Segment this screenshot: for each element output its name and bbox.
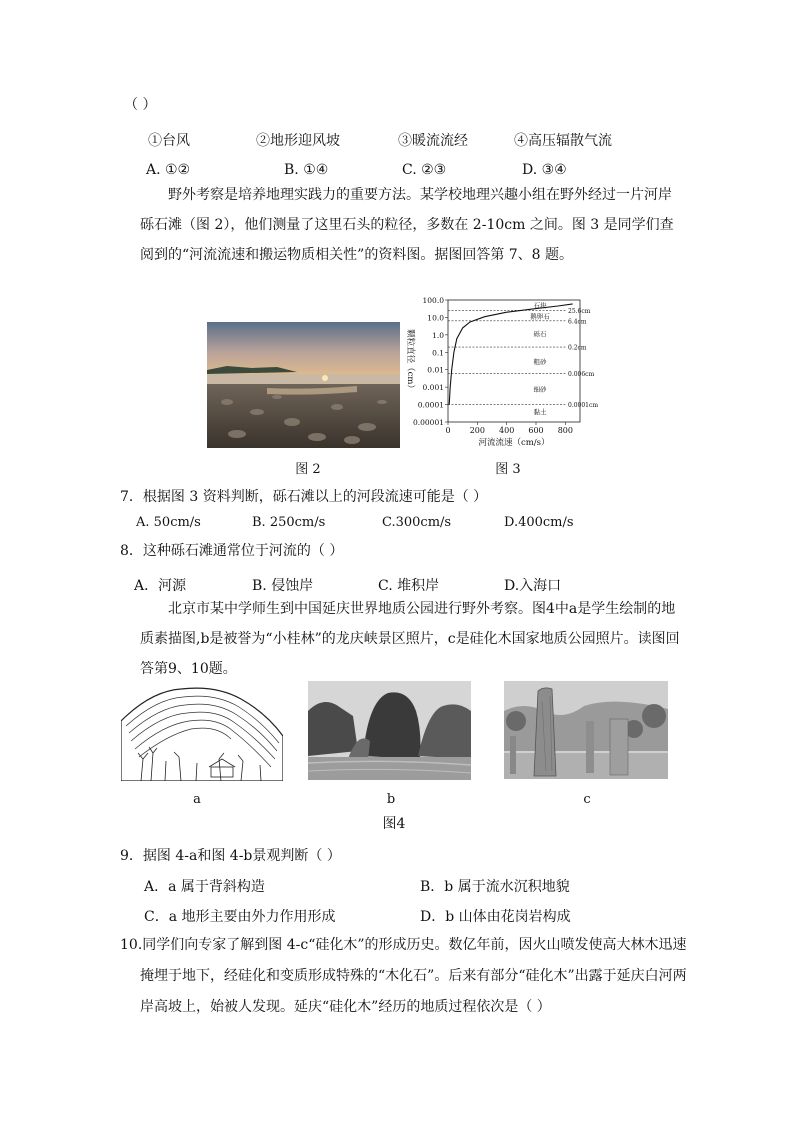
- q8-stem: 8．这种砾石滩通常位于河流的（ ）: [120, 543, 344, 559]
- y-tick-label: 0.0001: [417, 400, 444, 410]
- fig4-label-b: b: [386, 792, 396, 807]
- y-tick-label: 1.0: [432, 330, 444, 340]
- fig4-label-a: a: [193, 792, 201, 807]
- fig4-a-sketch: [121, 681, 283, 781]
- fig3-caption: 图 3: [495, 462, 521, 477]
- q8-choice-b: B. 侵蚀岸: [252, 578, 314, 594]
- intro-7-8: 野外考察是培养地理实践力的重要方法。某学校地理兴趣小组在野外经过一片河岸砾石滩（图 2），他们测量了这里石头的粒径，多数在 2-10cm 之间。图 3 是同学们查阅到的“河流流速和搬运物质相关性”的资料图。据图回答第 7、8 题。: [140, 187, 674, 263]
- threshold-label: 25.6cm: [568, 307, 591, 315]
- q10-stem: 10.同学们向专家了解到图 4-c“硅化木”的形成历史。数亿年前，因火山喷发使高大林木迅速掩埋于地下，经硅化和变质形成特殊的“木化石”。后来有部分“硅化木”出露于延庆白河两岸高坡上，始被人发现。延庆“硅化木”经历的地质过程依次是（ ）: [120, 937, 687, 1015]
- q6-choice-d: D. ③④: [522, 162, 567, 178]
- fig2-caption: 图 2: [295, 462, 321, 477]
- q7-choice-c: C.300cm/s: [382, 515, 452, 530]
- fig2-gravel-beach-photo: [207, 322, 400, 448]
- q8-choice-a: A．河源: [134, 578, 187, 594]
- series-line: [449, 304, 573, 405]
- q9-stem: 9．据图 4-a和图 4-b景观判断（ ）: [120, 848, 341, 864]
- q6-option-4: ④高压辐散气流: [514, 133, 612, 149]
- zone-label: 砾石: [533, 329, 547, 338]
- q7-choice-a: A. 50cm/s: [136, 515, 201, 530]
- intro-9-10: 北京市某中学师生到中国延庆世界地质公园进行野外考察。图4中a是学生绘制的地质素描图,b是被誉为“小桂林”的龙庆峡景区照片，c是硅化木国家地质公园照片。读图回答第9、10题。: [140, 601, 680, 677]
- y-tick-label: 100.0: [422, 296, 444, 305]
- y-tick-label: 0.001: [422, 383, 444, 393]
- zone-label: 鹅卵石: [530, 312, 550, 321]
- fig4-caption: 图4: [382, 816, 406, 832]
- zone-label: 黏土: [533, 408, 547, 417]
- threshold-label: 0.0001cm: [568, 402, 599, 410]
- y-axis-label: 颗粒直径（cm）: [405, 329, 415, 393]
- q6-choice-c: C. ②③: [402, 162, 447, 178]
- q9-choice-b: B．b 属于流水沉积地貌: [420, 879, 570, 895]
- q6-option-2: ②地形迎风坡: [256, 133, 340, 149]
- answer-bracket: （ ）: [124, 97, 157, 113]
- y-tick-label: 0.01: [427, 365, 444, 375]
- fig3-chart-svg: [400, 292, 600, 452]
- x-axis-label: 河流流速（cm/s）: [478, 438, 550, 448]
- threshold-label: 0.006cm: [568, 371, 595, 379]
- q6-choice-a: A. ①②: [146, 162, 191, 178]
- q8-choice-c: C. 堆积岸: [378, 578, 440, 594]
- threshold-label: 6.4cm: [568, 318, 587, 326]
- y-tick-label: 0.1: [432, 348, 444, 358]
- threshold-label: 0.2cm: [568, 344, 587, 352]
- q6-option-3: ③暖流流经: [398, 133, 468, 149]
- q6-choice-b: B. ①④: [284, 162, 329, 178]
- zone-label: 细砂: [533, 385, 547, 394]
- x-tick-label: 200: [469, 426, 485, 435]
- x-tick-label: 600: [528, 426, 544, 435]
- x-tick-label: 800: [557, 426, 573, 435]
- q8-choice-d: D.入海口: [504, 578, 562, 594]
- q7-choice-b: B. 250cm/s: [252, 515, 326, 530]
- y-tick-label: 10.0: [427, 313, 444, 323]
- fig3-chart: [400, 292, 600, 452]
- plot-frame: [448, 300, 580, 422]
- zone-label: 粗砂: [533, 357, 547, 366]
- q9-choice-d: D．b 山体由花岗岩构成: [420, 909, 571, 925]
- zone-label: 石块: [533, 301, 547, 310]
- q7-stem: 7．根据图 3 资料判断，砾石滩以上的河段流速可能是（ ）: [120, 489, 488, 505]
- x-tick-label: 0: [445, 426, 451, 435]
- fig4-b-gorge-photo: [308, 681, 471, 780]
- y-tick-label: 0.00001: [412, 418, 444, 427]
- q7-choice-d: D.400cm/s: [504, 515, 574, 530]
- q9-choice-a: A．a 属于背斜构造: [144, 879, 265, 895]
- x-tick-label: 400: [499, 426, 515, 435]
- q9-choice-c: C．a 地形主要由外力作用形成: [144, 909, 336, 925]
- q6-option-1: ①台风: [148, 133, 190, 149]
- fig4-label-c: c: [583, 792, 591, 807]
- fig4-c-petrified-wood-photo: [504, 681, 668, 779]
